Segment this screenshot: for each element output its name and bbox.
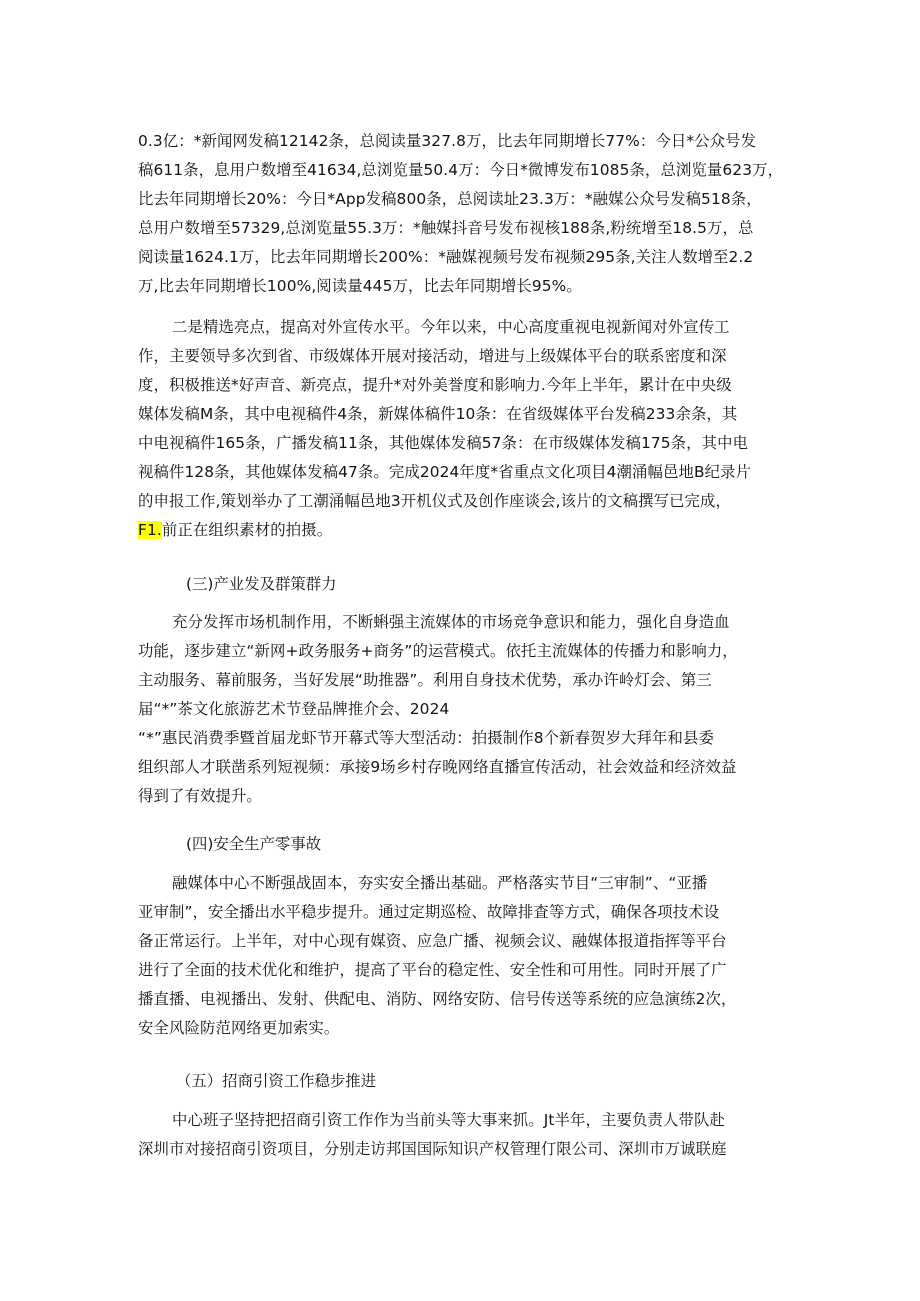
- paragraph-text: [138, 313, 798, 545]
- section-heading: （五）招商引资工作稳步推进: [176, 1072, 377, 1090]
- text-line: 届“*”茶文化旅游艺术节登品牌推介会、2024: [138, 700, 450, 718]
- text-line: 视稿件128条，其他媒体发稿47条。完成2024年度*省重点文化项目4潮涌幅邑地B纪录片: [138, 463, 752, 481]
- text-line: 亚审制”，安全播出水平稳步提升。通过定期巡检、故障排査等方式，确保各项技术设: [138, 903, 720, 921]
- section-heading-safety: [138, 830, 798, 859]
- section-heading-industry: [138, 570, 798, 599]
- section-heading: (三)产业发及群策群力: [186, 575, 337, 593]
- paragraph-external-publicity: [138, 313, 798, 545]
- text-line: 融媒体中心不断强战固本，夯实安全播出基础。严格落实节目“三审制”、“亚播: [172, 874, 708, 892]
- section-heading-investment: [138, 1067, 798, 1096]
- text-line: 0.3亿：*新闻网发稿12142条，总阅读量327.8万，比去年同期增长77%：今日*公众号发: [138, 132, 757, 150]
- text-line: 备正常运行。上半年，对中心现有媒资、应急广播、视频会议、融媒体报道指挥等平台: [138, 932, 727, 950]
- paragraph-statistics: [138, 127, 798, 301]
- text-line: 功能，逐步建立“新网+政务服务+商务”的运营模式。依托主流媒体的传播力和影响力，: [138, 642, 738, 660]
- text-line: 得到了有效提升。: [138, 787, 262, 805]
- paragraph-text: [138, 1106, 798, 1164]
- text-line: 主动服务、幕前服务，当好发展“助推器”。利用自身技术优势，承办许岭灯会、第三: [138, 671, 712, 689]
- section-heading: (四)安全生产零事故: [186, 835, 322, 853]
- text-line: 度，积极推送*好声音、新亮点，提升*对外美誉度和影响力.今年上半年，累计在中央级: [138, 376, 732, 394]
- paragraph-text: [138, 608, 798, 811]
- text-line: 进行了全面的技术优化和维护，提高了平台的稳定性、安全性和可用性。同时开展了广: [138, 961, 727, 979]
- text-line: 深圳市对接招商引资项目，分别走访邦国国际知识产权管理仃限公司、深圳市万诚联庭: [138, 1140, 727, 1158]
- text-line: 组织部人才联凿系列短视频：承接9场乡村存晚网络直播宣传活动，社会效益和经济效益: [138, 758, 737, 776]
- text-line: 总用户数增至57329,总浏览量55.3万：*触媒抖音号发布视核188条,粉统增至18.5万，总: [138, 219, 754, 237]
- text-line: [138, 516, 798, 545]
- paragraph-text: [138, 127, 798, 301]
- text-line: 二是精选亮点，提高对外宣传水平。今年以来，中心高度重视电视新闻对外宣传工: [172, 318, 730, 336]
- text-fragment: 前正在组织素材的拍摄。: [161, 521, 333, 539]
- text-line: 作，主要领导多次到省、市级媒体开展对接活动，增进与上级媒体平台的联系密度和深: [138, 347, 727, 365]
- paragraph-text: [138, 869, 798, 1043]
- highlighted-text: F1.: [138, 521, 162, 539]
- paragraph-investment: [138, 1106, 798, 1164]
- paragraph-safety: [138, 869, 798, 1043]
- text-line: 阅读量1624.1万，比去年同期增长200%：*融媒视频号发布视频295条,关注人数增至2.2: [138, 248, 754, 266]
- text-line: 万,比去年同期增长100%,阅读量445万，比去年同期增长95%。: [138, 277, 582, 295]
- text-line: 充分发挥市场机制作用，不断蝌强主流媒体的市场竞争意识和能力，强化自身造血: [172, 613, 730, 631]
- text-line: 安全风险防范网络更加索实。: [138, 1019, 340, 1037]
- text-line: 中电视稿件165条，广播发稿11条，其他媒体发稿57条：在市级媒体发稿175条，其中电: [138, 434, 749, 452]
- text-line: 稿611条，息用户数增至41634,总浏览量50.4万：今日*微博发布1085条，总浏览量623万，: [138, 161, 784, 179]
- text-line: 中心班子坚持把招商引资工作作为当前头等大事来抓。Jt半年，主要负责人带队赴: [172, 1111, 725, 1129]
- text-line: 播直播、电视播出、发射、供配电、消防、网络安防、信号传送等系统的应急演练2次，: [138, 990, 737, 1008]
- text-line: 比去年同期增长20%：今日*App发稿800条，总阅读址23.3万：*融媒公众号发稿518条，: [138, 190, 762, 208]
- text-line: “*”惠民消费季暨首届龙虾节开幕式等大型活动：拍摄制作8个新春贺岁大拜年和县委: [138, 729, 715, 747]
- text-line: 的申报工作,策划举办了工潮涌幅邑地3开机仪式及创作座谈会,该片的文稿撰写已完成，: [138, 492, 732, 510]
- paragraph-industry: [138, 608, 798, 811]
- text-line: 媒体发稿M条，其中电视稿件4条，新媒体稿件10条：在省级媒体平台发稿233余条，其: [138, 405, 738, 423]
